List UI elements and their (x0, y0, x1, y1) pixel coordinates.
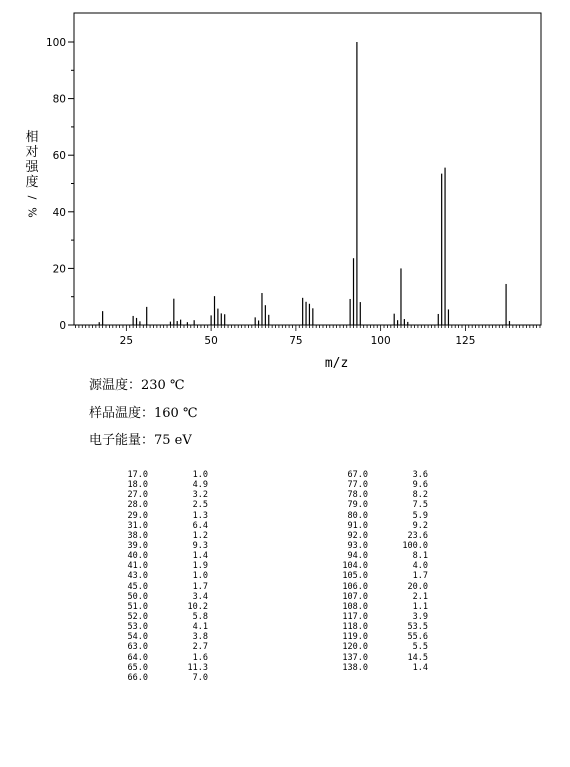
abundance-value: 5.8 (192, 611, 208, 622)
peak-table-left (118, 470, 208, 683)
abundance-value: 9.6 (412, 480, 428, 491)
table-row (338, 480, 428, 490)
abundance-value: 1.7 (412, 571, 428, 582)
table-row (118, 592, 208, 602)
abundance-value: 1.6 (192, 652, 208, 663)
table-row (338, 521, 428, 531)
mz-value: 27.0 (127, 490, 148, 501)
table-row (338, 541, 428, 551)
table-row (338, 551, 428, 561)
table-row (338, 571, 428, 581)
table-row (118, 602, 208, 612)
mz-value: 119.0 (342, 632, 368, 643)
mz-value: 91.0 (347, 520, 368, 531)
table-row (338, 642, 428, 652)
table-row (338, 470, 428, 480)
abundance-value: 1.9 (192, 561, 208, 572)
abundance-value: 2.7 (192, 642, 208, 653)
abundance-value: 3.8 (192, 632, 208, 643)
table-row (118, 511, 208, 521)
table-row (118, 500, 208, 510)
table-row (338, 632, 428, 642)
table-row (338, 490, 428, 500)
y-tick-label: 100 (45, 37, 66, 49)
table-row (338, 612, 428, 622)
abundance-value: 55.6 (407, 632, 428, 643)
y-tick-label: 80 (52, 93, 66, 106)
table-row (118, 622, 208, 632)
abundance-value: 4.1 (192, 622, 208, 633)
table-row (338, 592, 428, 602)
table-row (338, 500, 428, 510)
mz-value: 94.0 (347, 551, 368, 562)
abundance-value: 8.2 (412, 490, 428, 501)
x-tick-label: 50 (204, 335, 218, 347)
mz-value: 63.0 (127, 642, 148, 653)
mz-value: 138.0 (342, 662, 368, 673)
abundance-value: 5.5 (412, 642, 428, 653)
abundance-value: 7.5 (412, 500, 428, 511)
mz-value: 53.0 (127, 622, 148, 633)
abundance-value: 1.4 (412, 662, 428, 673)
abundance-value: 3.6 (412, 470, 428, 480)
mz-value: 65.0 (127, 662, 148, 673)
y-axis-label: 相 对 强 度 / % (25, 130, 39, 218)
mz-value: 28.0 (127, 500, 148, 511)
mz-value: 105.0 (342, 571, 368, 582)
mz-value: 120.0 (342, 642, 368, 653)
table-row (118, 642, 208, 652)
abundance-value: 1.3 (192, 510, 208, 521)
table-row (338, 582, 428, 592)
mz-value: 50.0 (127, 591, 148, 602)
mz-value: 106.0 (342, 581, 368, 592)
mz-value: 17.0 (127, 470, 148, 480)
table-row (118, 612, 208, 622)
abundance-value: 11.3 (187, 662, 208, 673)
abundance-value: 100.0 (402, 540, 428, 551)
mz-value: 45.0 (127, 581, 148, 592)
plot-frame (74, 13, 541, 325)
abundance-value: 1.2 (192, 530, 208, 541)
y-tick-label: 0 (59, 320, 66, 332)
y-tick-label: 40 (52, 206, 66, 219)
mz-value: 80.0 (347, 510, 368, 521)
mz-value: 18.0 (127, 480, 148, 491)
peak-table-right (338, 470, 428, 673)
mz-value: 38.0 (127, 530, 148, 541)
abundance-value: 20.0 (407, 581, 428, 592)
mz-value: 64.0 (127, 652, 148, 663)
table-row (118, 480, 208, 490)
mz-value: 43.0 (127, 571, 148, 582)
table-row (338, 511, 428, 521)
abundance-value: 8.1 (412, 551, 428, 562)
mz-value: 117.0 (342, 611, 368, 622)
y-tick-label: 20 (52, 263, 66, 276)
mz-value: 77.0 (347, 480, 368, 491)
mz-value: 107.0 (342, 591, 368, 602)
mz-value: 51.0 (127, 601, 148, 612)
mz-value: 108.0 (342, 601, 368, 612)
y-tick-label: 60 (52, 150, 66, 163)
abundance-value: 4.0 (412, 561, 428, 572)
mz-value: 54.0 (127, 632, 148, 643)
abundance-value: 9.2 (412, 520, 428, 531)
abundance-value: 53.5 (407, 622, 428, 633)
mass-spectrum-chart (0, 0, 570, 372)
mz-value: 52.0 (127, 611, 148, 622)
abundance-value: 9.3 (192, 540, 208, 551)
table-row (118, 551, 208, 561)
mz-value: 31.0 (127, 520, 148, 531)
table-row (338, 622, 428, 632)
mz-value: 78.0 (347, 490, 368, 501)
mz-value: 118.0 (342, 622, 368, 633)
abundance-value: 1.0 (192, 470, 208, 480)
abundance-value: 2.1 (412, 591, 428, 602)
table-row (338, 602, 428, 612)
abundance-value: 1.7 (192, 581, 208, 592)
table-row (338, 561, 428, 571)
x-tick-label: 100 (370, 335, 391, 347)
table-row (118, 582, 208, 592)
mz-value: 93.0 (347, 540, 368, 551)
abundance-value: 3.2 (192, 490, 208, 501)
table-row (118, 673, 208, 683)
abundance-value: 2.5 (192, 500, 208, 511)
x-tick-label: 25 (119, 335, 134, 347)
table-row (118, 571, 208, 581)
abundance-value: 10.2 (187, 601, 208, 612)
mz-value: 41.0 (127, 561, 148, 572)
abundance-value: 5.9 (412, 510, 428, 521)
sample-temperature: 样品温度：160 ℃ (89, 406, 198, 421)
mz-value: 67.0 (347, 470, 368, 480)
table-row (118, 653, 208, 663)
mz-value: 39.0 (127, 540, 148, 551)
abundance-value: 1.0 (192, 571, 208, 582)
table-row (338, 663, 428, 673)
abundance-value: 6.4 (192, 520, 208, 531)
abundance-value: 3.4 (192, 591, 208, 602)
abundance-value: 14.5 (407, 652, 428, 663)
mz-value: 92.0 (347, 530, 368, 541)
x-tick-label: 75 (289, 335, 303, 347)
abundance-value: 3.9 (412, 611, 428, 622)
table-row (118, 541, 208, 551)
table-row (118, 663, 208, 673)
mz-value: 40.0 (127, 551, 148, 562)
abundance-value: 1.1 (412, 601, 428, 612)
x-axis-label: m/z (324, 356, 349, 371)
mz-value: 137.0 (342, 652, 368, 663)
table-row (118, 470, 208, 480)
abundance-value: 7.0 (192, 672, 208, 683)
table-row (118, 490, 208, 500)
mz-value: 66.0 (127, 672, 148, 683)
abundance-value: 23.6 (407, 530, 428, 541)
source-temperature: 源温度：230 ℃ (89, 378, 185, 393)
table-row (338, 531, 428, 541)
abundance-value: 4.9 (192, 480, 208, 491)
table-row (338, 653, 428, 663)
x-tick-label: 125 (455, 335, 476, 347)
table-row (118, 531, 208, 541)
electron-energy: 电子能量：75 eV (89, 433, 192, 448)
table-row (118, 561, 208, 571)
abundance-value: 1.4 (192, 551, 208, 562)
table-row (118, 521, 208, 531)
mz-value: 104.0 (342, 561, 368, 572)
mz-value: 29.0 (127, 510, 148, 521)
mz-value: 79.0 (347, 500, 368, 511)
table-row (118, 632, 208, 642)
